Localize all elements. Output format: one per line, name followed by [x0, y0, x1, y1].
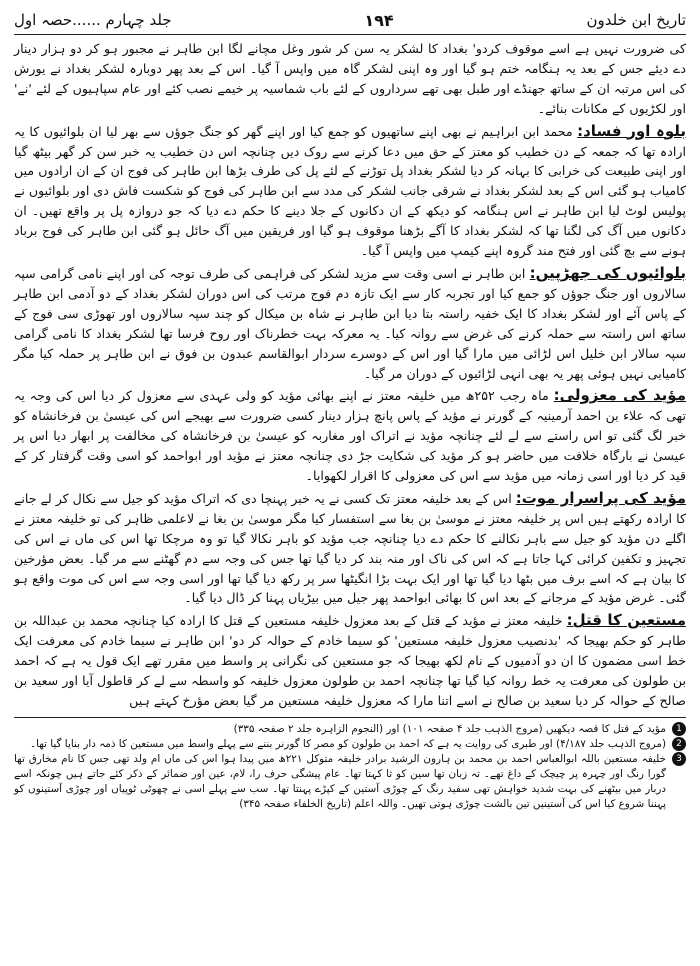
footnote-number: 2: [672, 737, 686, 751]
footnote: [14, 722, 686, 737]
paragraph-text: ماہ رجب ۲۵۲ھ میں خلیفہ معتز نے اپنے بھائی مؤید کو ولی عہدی سے معزول کر دیا اس کی وجہ یہ تھی کہ علاء بن احمد آرمینیہ کے گورنر نے مؤید کے پاس پانچ ہزار دینار کسی ضرورت سے بھیجے اس کی عیسیٰ بن فرخانشاہ کو خبر لگ گئی تو اس راستے سے لے لئے چنانچہ مؤید نے اتراک اور مغاربہ کو عیسیٰ بن فرخانشاہ کی مخالفت پر ابھار دیا اس پر عیسیٰ نے بارگاہ خلافت میں حاضر ہو کر مؤید کی شکایت جڑ دی چنانچہ معتز نے مؤید اور ابواحمد کو اسی وقت گرفتار کر کے قید کر دیا اور اسی زمانہ میں مؤید سے اس کی معزولی کا اقرار لکھوایا۔: [14, 388, 686, 484]
section-heading: بلوائیوں کی جھڑپیں:: [529, 263, 686, 282]
footnote-text: خلیفہ مستعین باللہ ابوالعباس احمد بن محمد بن ہارون الرشید برادر خلیفہ متوکل ۲۲۱ھ میں پیدا ہوا اس کی ماں ام ولد تھی جس کا نام مخارق تھا گورا رنگ اور چہرہ پر چیچک کے داغ تھے۔ تہ زبان تھا سین کو ثا کہتا تھا۔ عام پیشگی حرف را، لام، عین اور ضمائر کے ذکر کئے جاتے ہیں چونکہ اسے دربار میں بیٹھنے کی بہت شدید خواہش تھی سفید رنگ کے چوڑی آستین کے کپڑے پہنتا تھا۔ سب سے پہلے اسی نے چھوٹی ٹوپیاں اور چوڑی آستینوں کو پہننا شروع کیا اس کی آستینیں تین بالشت چوڑی ہوتی تھیں۔ واللہ اعلم (تاریخ الخلفاء صفحہ ۳۴۵): [14, 752, 666, 810]
footnote-text: (مروج الذہب جلد ۴/۱۸۷) اور طبری کی روایت یہ ہے کہ احمد بن طولون کو مصر کا گورنر بننے سے پہلے واسط میں مستعین کا ذمہ دار بنایا گیا تھا۔: [30, 737, 666, 750]
section-heading: بلوہ اور فساد:: [577, 121, 686, 140]
footnotes: [14, 722, 686, 812]
footnote-divider: [14, 717, 686, 718]
footnote: [14, 752, 686, 812]
paragraph-text: ابن طاہر نے اسی وقت سے مزید لشکر کی فراہمی کی طرف توجہ کی اور اپنے نامی گرامی سپہ سالاروں اور جنگ جوؤں کو جمع کیا اور تجربہ کار سے ایک تازہ دم فوج مرتب کی اس دوران لشکر بغداد کے دو آدمی ابن طاہر کے پاس آئے اور لشکر بغداد کا ایک خفیہ راستہ بتا دیا ابن طاہر نے شاہ بن میکال کو چند سپہ سالاروں اور تھوڑی سی فوج کے ساتھ اس راستہ سے حملہ کرنے کی غرض سے روانہ کیا۔ یہ معرکہ بہت خطرناک اور روح فرسا تھا لشکر بغداد کا نامی گرامی سپہ سالار ابن خلیل اس لڑائی میں مارا گیا اور اس کے دوسرے سردار ابوالقاسم عبدون بن فوق نے ابن طاہر پر حملہ کیا مگر کامیابی نہیں ہوئی پھر یہ بھی انہی لڑائیوں کے دوران مر گیا۔: [14, 265, 686, 381]
page-header: [14, 6, 686, 35]
section-heading: مؤید کی پراسرار موت:: [515, 488, 687, 507]
volume-label: جلد چہارم ......حصہ اول: [14, 11, 172, 29]
footnote-text: مؤید کے قتل کا قصہ دیکھیں (مروج الذہب جلد ۴ صفحہ ۱۰۱) اور (النجوم الزاہرہ جلد ۲ صفحہ ۳۳۵): [233, 722, 666, 735]
section-heading: مؤید کی معزولی:: [553, 386, 687, 405]
book-title: تاریخ ابن خلدون: [586, 11, 686, 29]
paragraph: [14, 39, 686, 119]
footnote-number: 3: [672, 752, 686, 766]
section-heading: مستعین کا قتل:: [566, 611, 686, 630]
paragraph-text: محمد ابن ابراہیم نے بھی اپنے ساتھیوں کو جمع کیا اور اپنے گھر کو جنگ جوؤں سے بھر لیا ان بلوائیوں کا یہ ارادہ تھا کہ جمعہ کے دن خطیب کو معتز کے حق میں دعا کرنے سے روک دیں چنانچہ اس دن خطیب یہ خبر سن کر گھر بیٹھ گیا اور اپنی طبیعت کی خرابی کا بہانہ کر دیا لشکر بغداد پل توڑنے کے لئے پل کی طرف بڑھا ابن طاہر کی فوج ان کے ان ارادوں میں کامیاب ہو گئی اس کے بعد لشکر بغداد نے شرقی جانب لشکر کی مدد سے ابن طاہر کی فوج کو شکست فاش دی اور بلوائیوں نے پولیس لوٹ لیا ابن طاہر نے اس ہنگامہ کو دیکھ کے ان دکانوں کے جلا دینے کا حکم دے دیا کہ جو دروازہ پل پر واقع تھیں۔ ان دکانوں میں آگ کی لگنا تھا کہ لشکر بغداد کا آگے بڑھنا موقوف ہو گیا اور فریقین میں آگ حائل ہو گئی ابن طاہر کی فوج برباد ہونے سے بچ گئی اور فتح مند گروہ اپنے کیمپ میں واپس آ گیا۔: [14, 123, 686, 259]
paragraph: [14, 611, 686, 711]
main-text: [14, 39, 686, 711]
footnote-number: 1: [672, 722, 686, 736]
paragraph-text: کی ضرورت نہیں ہے اسے موقوف کردو' بغداد کا لشکر یہ سن کر شور وغل مچانے لگا ابن طاہر نے مجبور ہو کر دو ہزار دینار دے دیئے جس کے بعد یہ ہنگامہ ختم ہو گیا اور وہ اپنی لشکر گاہ میں واپس آ گیا۔ اس کے بعد پھر دوبارہ لشکر بغداد نے یورش کی اس مرتبہ ان کے ساتھ جھنڈے اور طبل بھی تھے سرداروں کے لئے باب شماسیہ پر خیمے نصب کئے اور عام سپاہیوں کے لئے 'نے' اور لکڑیوں کے مکانات بنائے۔: [14, 41, 686, 116]
paragraph-text: خلیفہ معتز نے مؤید کے قتل کے بعد معزول خلیفہ مستعین کے قتل کا ارادہ کیا چنانچہ محمد بن عبداللہ بن طاہر کو حکم بھیجا کہ 'بدنصیب معزول خلیفہ مستعین' کو سیما خادم کے حوالہ کر دو' ابن طاہر نے سیما خادم کی معرفت ایک خط اسی مضمون کا ان دو آدمیوں کے نام لکھ بھیجا کہ جو مستعین کی نگرانی پر واسط میں مقرر تھے ایک قول یہ ہے کہ احمد بن طولون کی معرفت یہ خط روانہ کیا گیا تھا چنانچہ احمد بن طولون معزول خلیفہ کو واسطہ سے لے کر قاطول آیا اور سعید بن صالح کے حوالہ کر دیا سعید بن صالح نے اسے اتنا مارا کہ معزول خلیفہ مستعین مر گیا بعض مؤرخ کہتے ہیں: [14, 613, 686, 708]
footnote: [14, 737, 686, 752]
paragraph: [14, 264, 686, 383]
paragraph: [14, 489, 686, 608]
paragraph-text: اس کے بعد خلیفہ معتز تک کسی نے یہ خبر پہنچا دی کہ اتراک مؤید کو جیل سے نکال کر لے جانے کا ارادہ رکھتے ہیں اس پر خلیفہ معتز نے موسیٰ بن بغا سے استفسار کیا مگر موسیٰ بن بغا نے لاعلمی ظاہر کی تو خلیفہ معتز نے اگلے دن مؤید کو جیل سے باہر نکالنے کا حکم دے دیا چنانچہ جب مؤید کو باہر نکالا گیا تو وہ مرچکا تھا اس کی ماں نے اس کی تجہیز و تکفین کرائی کہا جاتا ہے کہ اس کی ناک اور منہ بند کر دیا گیا تھا جس کی وجہ سے دم گھٹنے سے مر گیا۔ بعض مؤرخین کا بیان ہے کہ اسے برف میں بٹھا دیا گیا تھا اور ایک بہت بڑا انگیٹھا سر پر رکھ دیا گیا تھا اور اسی وجہ سے اس کی موت واقع ہو گئی۔ غرض مؤید کے مرجانے کے بعد اس کا بھائی ابواحمد پھر جیل میں بیڑیاں پہنا کر ڈال دیا گیا۔: [14, 490, 686, 606]
paragraph: [14, 122, 686, 261]
paragraph: [14, 386, 686, 486]
page-number: ۱۹۴: [364, 10, 394, 30]
